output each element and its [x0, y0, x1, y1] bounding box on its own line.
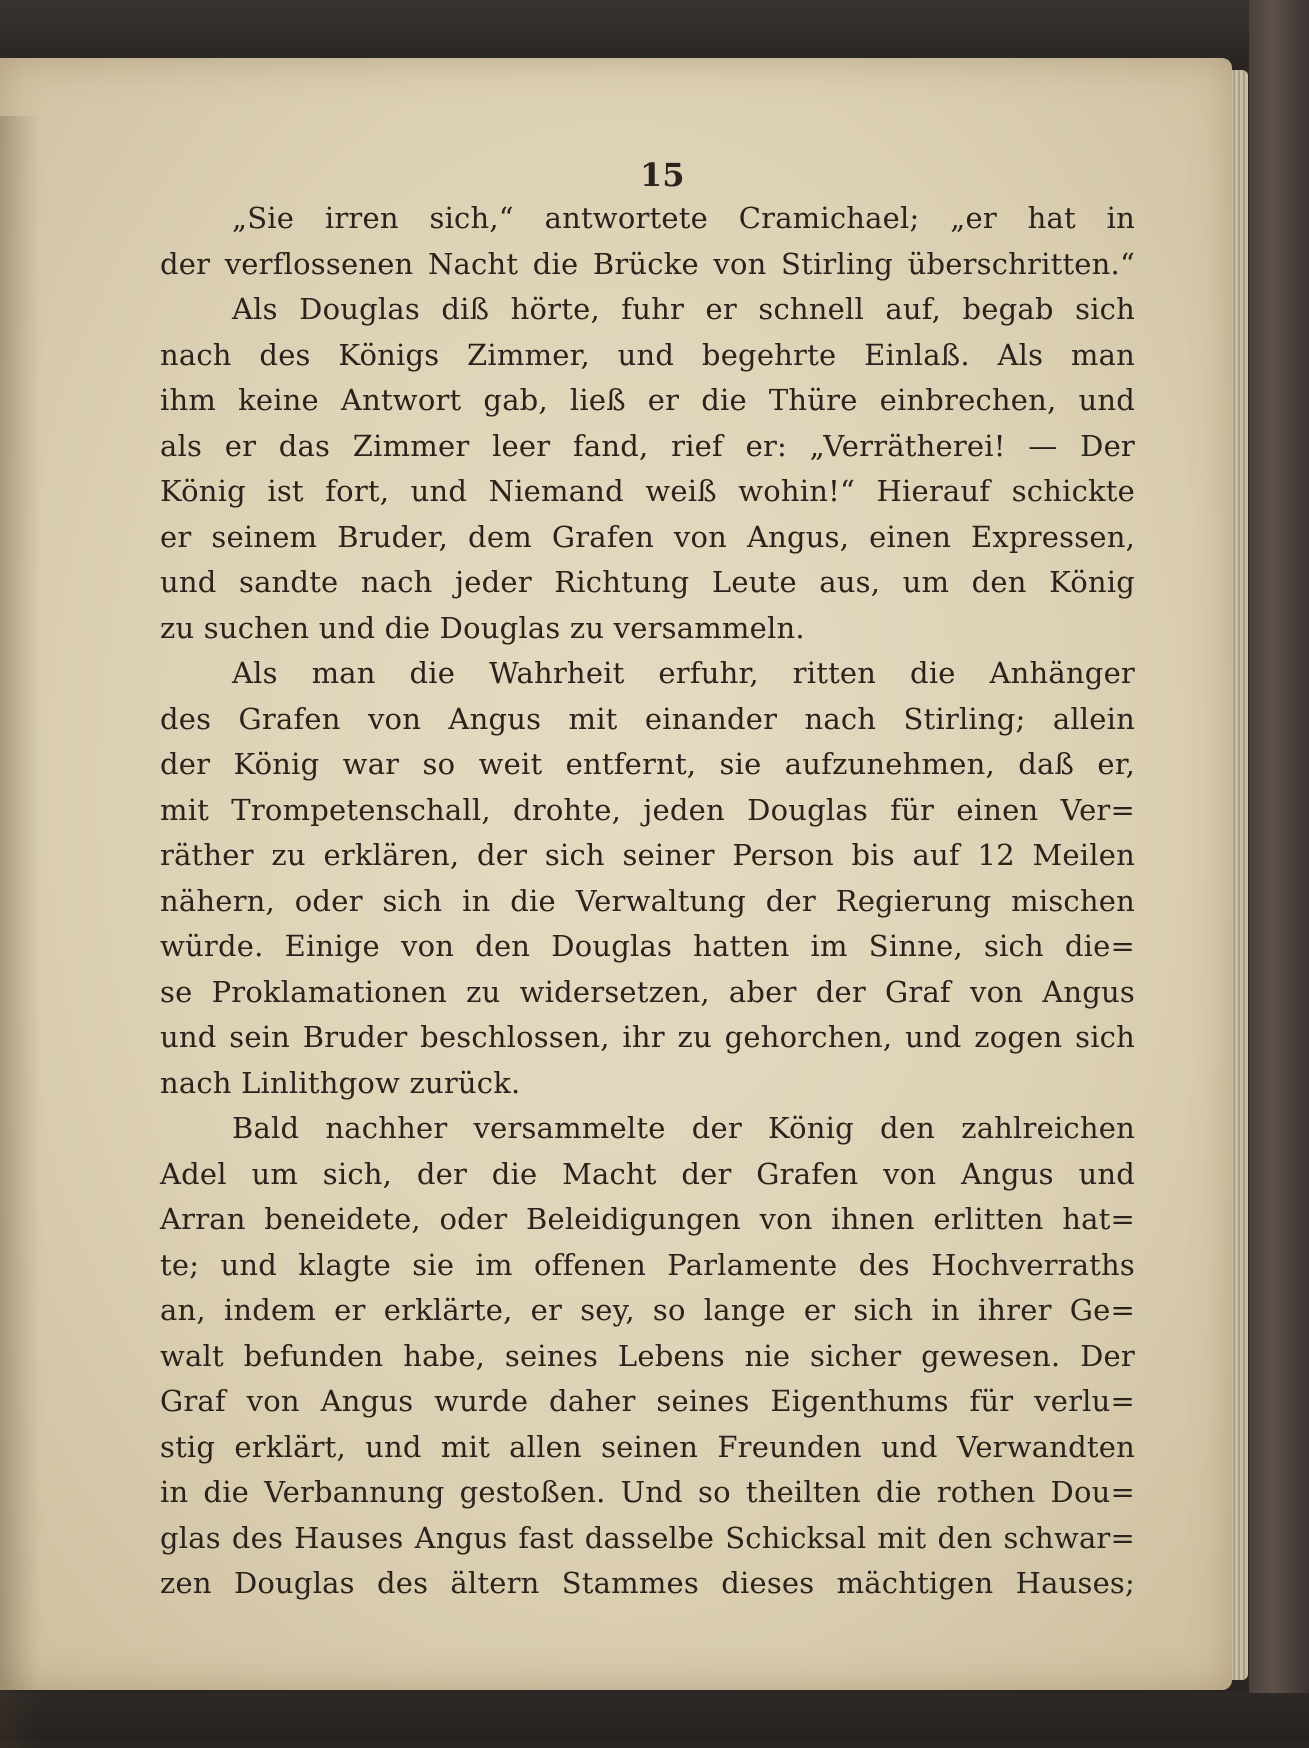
- text-line: stig erklärt, und mit allen seinen Freunden und Verwandten: [160, 1429, 1135, 1464]
- text-line: in die Verbannung gestoßen. Und so theilten die rothen Dou=: [160, 1475, 1135, 1509]
- text-line: mit Trompetenschall, drohte, jeden Douglas für einen Ver=: [160, 792, 1135, 827]
- text-line: „Sie irren sich,“ antwortete Cramichael; „er hat in: [232, 201, 1135, 235]
- book-page: [0, 58, 1232, 1690]
- text-line: zu suchen und die Douglas zu versammeln.: [160, 610, 805, 645]
- text-line: Als Douglas diß hörte, fuhr er schnell auf, begab sich: [232, 292, 1135, 326]
- text-line: glas des Hauses Angus fast dasselbe Schicksal mit den schwar=: [160, 1520, 1135, 1555]
- spine-shadow: [0, 116, 40, 1748]
- text-line: nach Linlithgow zurück.: [160, 1065, 521, 1100]
- text-line: ihm keine Antwort gab, ließ er die Thüre einbrechen, und: [160, 383, 1135, 417]
- text-line: nähern, oder sich in die Verwaltung der Regierung mischen: [160, 883, 1135, 918]
- text-line: des Grafen von Angus mit einander nach Stirling; allein: [160, 701, 1135, 736]
- book-cover-right: [1249, 0, 1309, 1741]
- text-line: würde. Einige von den Douglas hatten im Sinne, sich die=: [160, 929, 1135, 963]
- text-line: Graf von Angus wurde daher seines Eigenthums für verlu=: [160, 1384, 1135, 1418]
- text-line: Adel um sich, der die Macht der Grafen von Angus und: [160, 1156, 1135, 1191]
- text-line: walt befunden habe, seines Lebens nie sicher gewesen. Der: [160, 1338, 1135, 1373]
- text-line: König ist fort, und Niemand weiß wohin!“ Hierauf schickte: [160, 474, 1135, 508]
- text-line: der König war so weit entfernt, sie aufzunehmen, daß er,: [160, 747, 1135, 781]
- text-line: der verflossenen Nacht die Brücke von Stirling überschritten.“: [160, 246, 1135, 281]
- text-line: nach des Königs Zimmer, und begehrte Einlaß. Als man: [160, 337, 1135, 372]
- text-line: und sein Bruder beschlossen, ihr zu gehorchen, und zogen sich: [160, 1020, 1135, 1054]
- text-line: Arran beneidete, oder Beleidigungen von ihnen erlitten hat=: [160, 1202, 1135, 1236]
- text-line: Als man die Wahrheit erfuhr, ritten die Anhänger: [232, 656, 1135, 690]
- book-cover-bottom: [0, 1693, 1309, 1741]
- text-line: er seinem Bruder, dem Grafen von Angus, einen Expressen,: [160, 519, 1135, 554]
- text-line: als er das Zimmer leer fand, rief er: „Verrätherei! — Der: [160, 428, 1135, 463]
- text-line: Bald nachher versammelte der König den zahlreichen: [232, 1111, 1135, 1145]
- text-line: räther zu erklären, der sich seiner Person bis auf 12 Meilen: [160, 838, 1135, 872]
- text-line: und sandte nach jeder Richtung Leute aus, um den König: [160, 565, 1135, 599]
- book-cover-top: [0, 0, 1309, 60]
- body-text: [160, 196, 1135, 1607]
- text-line: zen Douglas des ältern Stammes dieses mächtigen Hauses;: [160, 1566, 1135, 1600]
- text-line: se Proklamationen zu widersetzen, aber der Graf von Angus: [160, 974, 1135, 1009]
- text-line: te; und klagte sie im offenen Parlamente des Hochverraths: [160, 1247, 1135, 1282]
- page-number: 15: [640, 156, 685, 194]
- text-line: an, indem er erklärte, er sey, so lange er sich in ihrer Ge=: [160, 1293, 1135, 1327]
